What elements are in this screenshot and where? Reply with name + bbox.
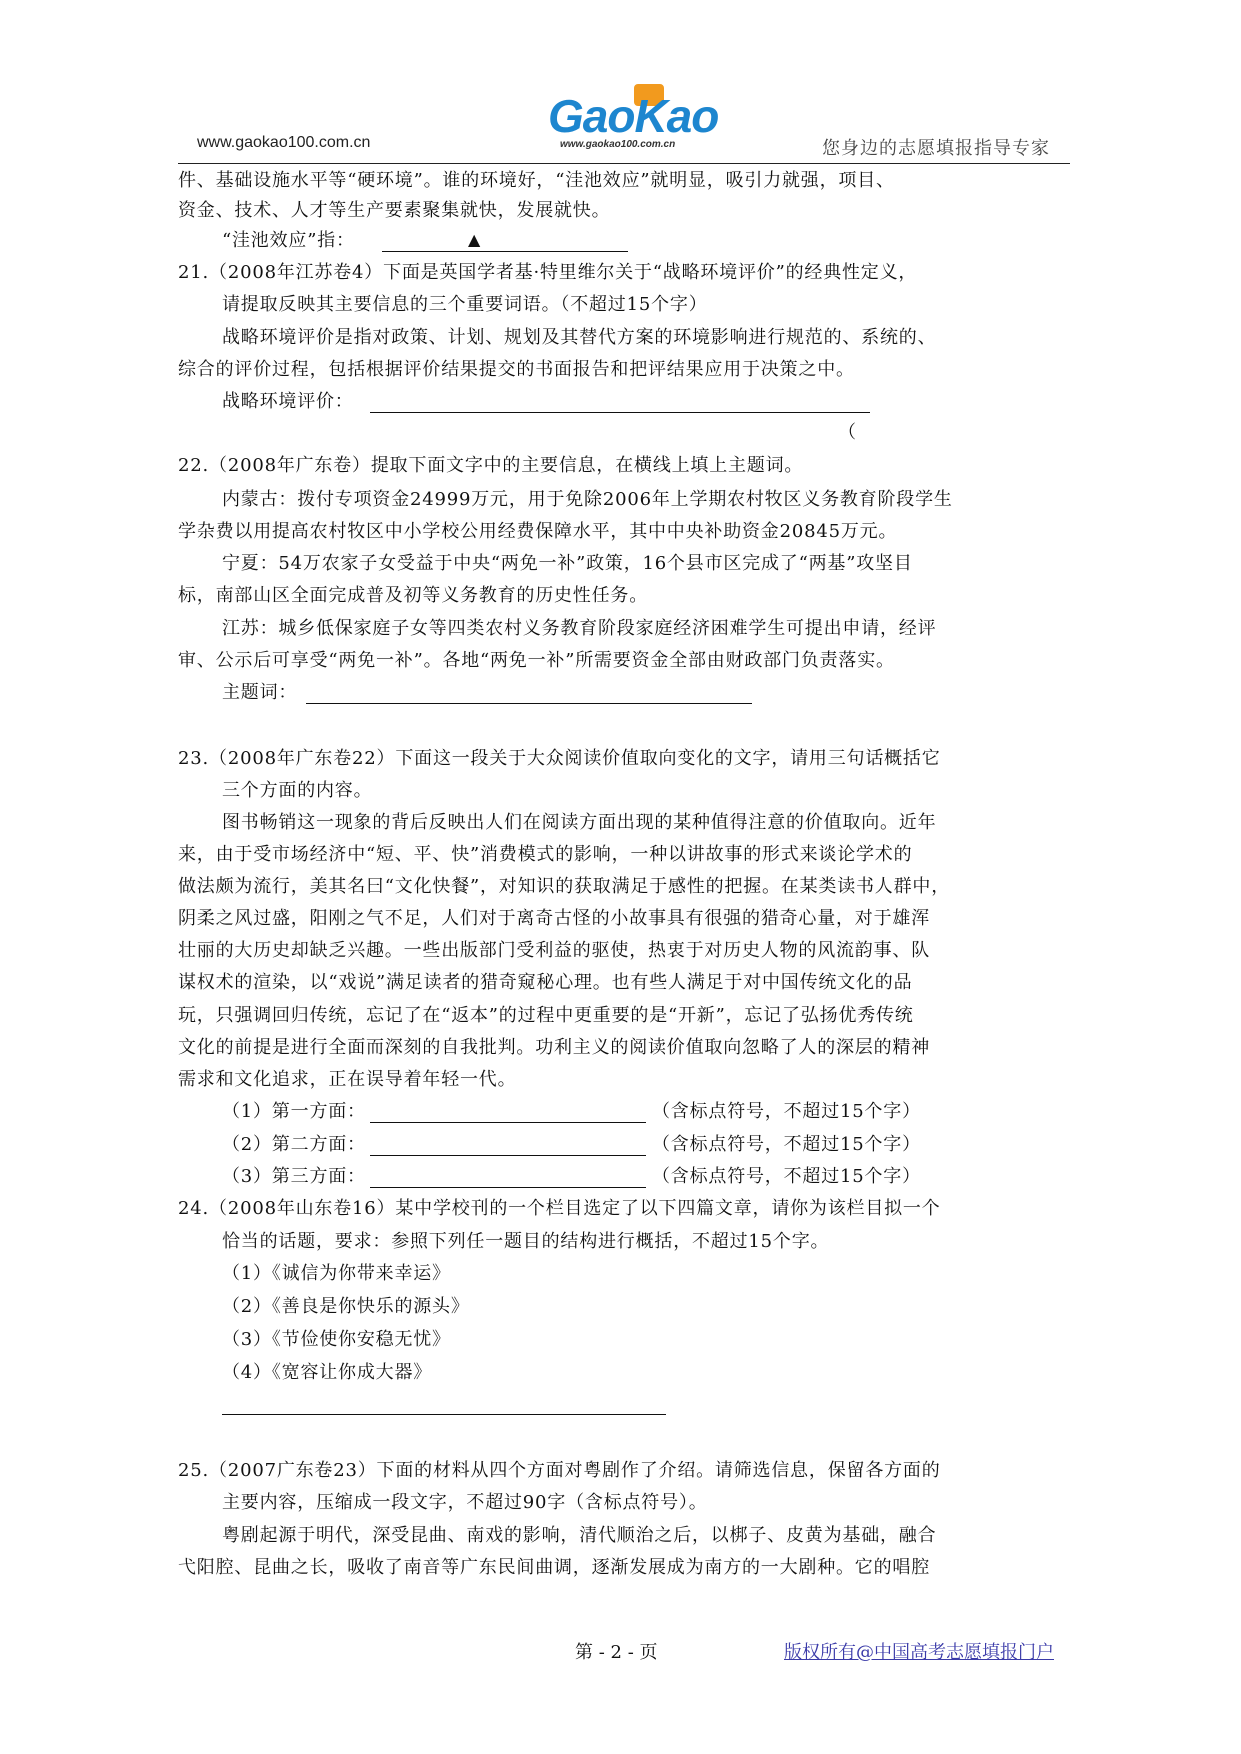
text-line: “洼池效应”指： (222, 230, 355, 251)
text-line: （ (838, 422, 857, 443)
text-line: 来，由于受市场经济中“短、平、快”消费模式的影响，一种以讲故事的形式来谈论学术的 (178, 844, 913, 865)
text-line: 图书畅销这一现象的背后反映出人们在阅读方面出现的某种值得注意的价值取向。近年 (222, 812, 937, 833)
sub-item-label: （3）第三方面： (222, 1166, 366, 1187)
answer-blank-22[interactable] (306, 703, 752, 704)
text-line: 壮丽的大历史却缺乏兴趣。一些出版部门受利益的驱使，热衷于对历史人物的风流韵事、队 (178, 940, 930, 961)
text-line: 综合的评价过程，包括根据评价结果提交的书面报告和把评结果应用于决策之中。 (178, 359, 855, 380)
logo-graphic (548, 82, 719, 142)
text-line: 需求和文化追求，正在误导着年轻一代。 (178, 1069, 517, 1090)
sub-item-label: （1）第一方面： (222, 1101, 366, 1122)
text-line: 战略环境评价： (222, 391, 354, 412)
answer-blank-20[interactable] (382, 251, 628, 252)
text-line: 审、公示后可享受“两免一补”。各地“两免一补”所需要资金全部由财政部门负责落实。 (178, 650, 895, 671)
text-line: 内蒙古：拨付专项资金24999万元，用于免除2006年上学期农村牧区义务教育阶段学生 (222, 489, 953, 510)
text-line: 主题词： (222, 682, 298, 703)
question-25: 25.（2007广东卷23）下面的材料从四个方面对粤剧作了介绍。请筛选信息，保留各方面的 (178, 1460, 941, 1481)
sub-item-note: （含标点符号，不超过15个字） (652, 1166, 921, 1187)
text-line: 三个方面的内容。 (222, 780, 373, 801)
list-item: （1）《诚信为你带来幸运》 (222, 1263, 451, 1284)
text-line: 学杂费以用提高农村牧区中小学校公用经费保障水平，其中中央补助资金20845万元。 (178, 521, 898, 542)
page-number: 第 - 2 - 页 (575, 1642, 658, 1663)
text-line: 谋权术的渲染，以“戏说”满足读者的猎奇窥秘心理。也有些人满足于对中国传统文化的品 (178, 972, 913, 993)
text-line: 主要内容，压缩成一段文字，不超过90字（含标点符号）。 (222, 1492, 708, 1513)
text-line: 宁夏：54万农家子女受益于中央“两免一补”政策，16个县市区完成了“两基”攻坚目 (222, 553, 913, 574)
copyright-link[interactable]: 版权所有@中国高考志愿填报门户 (784, 1642, 1054, 1663)
header-slogan: 您身边的志愿填报指导专家 (822, 138, 1050, 159)
logo-url: www.gaokao100.com.cn (560, 139, 676, 150)
question-21: 21.（2008年江苏卷4）下面是英国学者基·特里维尔关于“战略环境评价”的经典性定义， (178, 262, 918, 283)
list-item: （2）《善良是你快乐的源头》 (222, 1296, 470, 1317)
logo-text: GaoKao (548, 90, 719, 142)
blank-marker-icon: ▲ (468, 230, 482, 249)
sub-item-note: （含标点符号，不超过15个字） (652, 1134, 921, 1155)
question-24: 24.（2008年山东卷16）某中学校刊的一个栏目选定了以下四篇文章，请你为该栏目拟一个 (178, 1198, 941, 1219)
header-site-url: www.gaokao100.com.cn (197, 134, 371, 151)
sub-item-note: （含标点符号，不超过15个字） (652, 1101, 921, 1122)
text-line: 恰当的话题，要求：参照下列任一题目的结构进行概括，不超过15个字。 (222, 1231, 830, 1252)
text-line: 请提取反映其主要信息的三个重要词语。（不超过15个字） (222, 294, 708, 315)
answer-blank-24[interactable] (222, 1414, 666, 1415)
sub-item-label: （2）第二方面： (222, 1134, 366, 1155)
text-line: 粤剧起源于明代，深受昆曲、南戏的影响，清代顺治之后，以梆子、皮黄为基础，融合 (222, 1525, 937, 1546)
question-22: 22.（2008年广东卷）提取下面文字中的主要信息，在横线上填上主题词。 (178, 455, 804, 476)
header-divider (178, 163, 1070, 164)
text-line: 做法颇为流行，美其名曰“文化快餐”，对知识的获取满足于感性的把握。在某类读书人群中， (178, 876, 950, 897)
text-line: 资金、技术、人才等生产要素聚集就快，发展就快。 (178, 200, 611, 221)
text-line: 玩，只强调回归传统，忘记了在“返本”的过程中更重要的是“开新”，忘记了弘扬优秀传统 (178, 1005, 914, 1026)
answer-blank-23-2[interactable] (370, 1155, 646, 1156)
answer-blank-23-3[interactable] (370, 1187, 646, 1188)
text-line: 阴柔之风过盛，阳刚之气不足，人们对于离奇古怪的小故事具有很强的猎奇心量，对于雄浑 (178, 908, 930, 929)
text-line: 战略环境评价是指对政策、计划、规划及其替代方案的环境影响进行规范的、系统的、 (222, 327, 937, 348)
text-line: 弋阳腔、昆曲之长，吸收了南音等广东民间曲调，逐渐发展成为南方的一大剧种。它的唱腔 (178, 1557, 930, 1578)
text-line: 文化的前提是进行全面而深刻的自我批判。功利主义的阅读价值取向忽略了人的深层的精神 (178, 1037, 930, 1058)
list-item: （4）《宽容让你成大器》 (222, 1362, 433, 1383)
answer-blank-23-1[interactable] (370, 1122, 646, 1123)
text-line: 件、基础设施水平等“硬环境”。谁的环境好，“洼池效应”就明显，吸引力就强，项目、 (178, 170, 895, 191)
text-line: 江苏：城乡低保家庭子女等四类农村义务教育阶段家庭经济困难学生可提出申请，经评 (222, 618, 937, 639)
list-item: （3）《节俭使你安稳无忧》 (222, 1329, 451, 1350)
answer-blank-21[interactable] (370, 412, 870, 413)
question-23: 23.（2008年广东卷22）下面这一段关于大众阅读价值取向变化的文字，请用三句话概括它 (178, 748, 941, 769)
text-line: 标，南部山区全面完成普及初等义务教育的历史性任务。 (178, 585, 648, 606)
